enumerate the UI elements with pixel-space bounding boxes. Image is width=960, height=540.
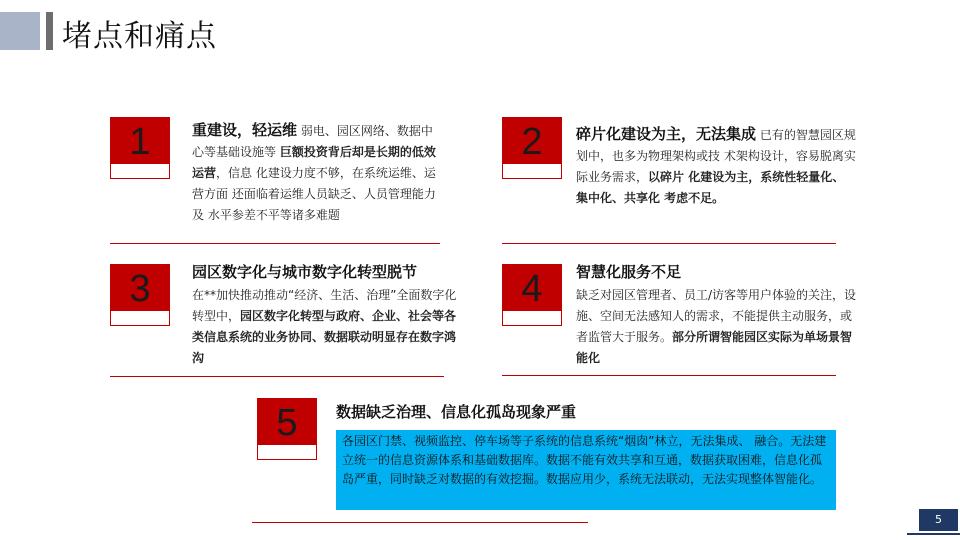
item-3-body-b: 园区数字化转型与政府、企业、社会等各类信息系统的业务协同、数据联动明显存在数字鸿沟 xyxy=(192,309,457,365)
item-1-heading: 重建设，轻运维 xyxy=(192,121,298,139)
number-badge-5 xyxy=(257,398,317,460)
number-badge-label: 4 xyxy=(503,265,561,311)
item-5-heading-wrap xyxy=(336,402,736,424)
item-5-highlight-box xyxy=(336,430,836,510)
number-badge-1 xyxy=(110,117,170,179)
page-title: 堵点和痛点 xyxy=(62,19,217,54)
item-1-underline xyxy=(110,243,440,244)
item-2-underline xyxy=(502,243,836,244)
number-badge-4 xyxy=(502,264,562,326)
item-2-body-b: 以碎片 化建设为主，系统性轻量化、集中化、共享化 考虑不足。 xyxy=(576,170,845,205)
item-5-body-e: ，同时缺乏对数据的有效挖掘。数据应用少，系统无法联动，无法实现整体智能化。 xyxy=(378,472,823,486)
item-2-text xyxy=(576,124,856,209)
number-badge-label: 5 xyxy=(258,399,316,445)
item-2-body-a: 已有的智慧园区规划中，也多为物理架构或技 术架构设计，容易脱离实际业务需求， xyxy=(576,128,856,184)
header-accent-bar xyxy=(46,12,53,50)
item-1-body-b: 巨额投资背后却是长期的低效运营 xyxy=(192,145,436,180)
number-badge-label: 2 xyxy=(503,118,561,164)
item-5-body-b: “烟囱”林立 xyxy=(618,434,679,448)
number-badge-label: 3 xyxy=(111,265,169,311)
item-4-heading: 智慧化服务不足 xyxy=(576,263,682,281)
item-5-heading: 数据缺乏治理、信息化孤岛现象严重 xyxy=(336,403,577,421)
item-3-heading: 园区数字化与城市数字化转型脱节 xyxy=(192,263,418,281)
header-accent-block xyxy=(0,12,40,50)
item-4-underline xyxy=(502,375,836,376)
number-badge-label: 1 xyxy=(111,118,169,164)
item-1-text xyxy=(192,120,442,226)
item-3-body-a: 在**加快推动推动“经济、生活、治理”全面数字化转型中， xyxy=(192,288,457,323)
item-3-underline xyxy=(110,376,444,377)
item-1-body-a: 弱电、园区网络、数据中心等基础设施等 xyxy=(192,124,433,159)
item-5-body-c: ，无法集成、 融合。无法建立统一的信息资源体系和基础数据库。数据不能有效共享和互通，数据获取困难， xyxy=(342,434,827,467)
item-5-body-d: 信息化孤岛严重 xyxy=(342,453,823,486)
item-1-body-c: ，信息 化建设力度不够，在系统运维、运营方面 还面临着运维人员缺乏、人员管理能力及 水平参差不平等诸多难题 xyxy=(192,166,436,222)
item-2-heading: 碎片化建设为主，无法集成 xyxy=(576,125,757,143)
item-5-body-a: 各园区门禁、视频监控、停车场等子系统的信息系统 xyxy=(342,434,619,448)
item-4-body-b: 部分所谓智能园区实际为单场景智能化 xyxy=(576,330,853,365)
number-badge-2 xyxy=(502,117,562,179)
page-number: 5 xyxy=(919,509,958,531)
number-badge-3 xyxy=(110,264,170,326)
item-5-underline xyxy=(252,522,588,523)
item-4-text xyxy=(576,262,858,369)
page-number-underline xyxy=(907,533,960,535)
item-4-body-a: 缺乏对园区管理者、员工/访客等用户体验的关注，设施、空间无法感知人的需求，不能提供主动服务，或者监管大于服务。 xyxy=(576,288,857,344)
item-3-text xyxy=(192,262,460,369)
